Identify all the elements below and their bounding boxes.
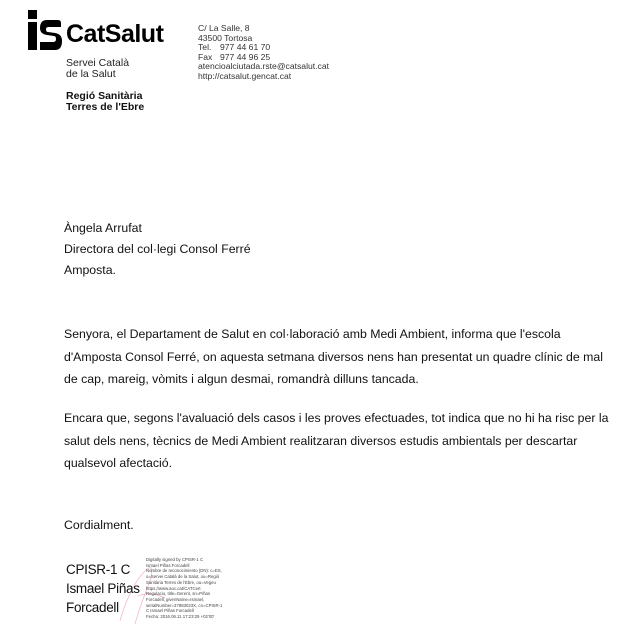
cert-line: o=Servei Català de la Salut, ou=Regió (146, 574, 220, 580)
brand-name: CatSalut (66, 20, 164, 48)
region-name (66, 91, 144, 113)
signature-line: CPISR-1 C (66, 562, 131, 577)
cert-line: C Ismael Piñas Forcadell (146, 608, 194, 614)
contact-block (198, 24, 329, 81)
cert-line: Fecha: 2016.06.11 17:23:29 +02'00' (146, 614, 215, 620)
signature-line: Forcadell (66, 600, 119, 615)
recipient-city: Amposta. (64, 263, 116, 277)
recipient-role: Directora del col·legi Consol Ferré (64, 242, 251, 256)
tel-value: 977 44 61 70 (220, 42, 271, 52)
recipient-block (64, 218, 251, 281)
cert-line: https://www.aoc.cat/CATCert (146, 585, 201, 591)
fax-label: Fax (198, 51, 213, 62)
closing-line: Cordialment. (64, 518, 134, 532)
fax-value: 977 44 96 25 (220, 51, 271, 62)
signature-name (66, 560, 140, 617)
catsalut-logo-icon (28, 10, 62, 50)
cert-line: Ismael Piñas Forcadell (146, 562, 190, 568)
tel-label: Tel. (198, 42, 212, 52)
contact-city: 43500 Tortosa (198, 32, 253, 43)
contact-email: atencioalciutada.rste@catsalut.cat (198, 61, 330, 71)
body-paragraph: Senyora, el Departament de Salut en col·laboració amb Medi Ambient, informa que l'escola d'Amposta Consol Ferré, on aquesta setmana diversos nens han presentat un quadre clínic de mal de cap, mareig, vòmits i algun desmai, romandrà dilluns tancada. (64, 327, 603, 386)
contact-street: C/ La Salle, 8 (198, 23, 250, 33)
org-line: Servei Català (66, 57, 130, 69)
cert-line: Nombre de reconocimiento (DN): c=ES, (146, 568, 222, 574)
contact-web: http://catsalut.gencat.cat (198, 70, 292, 81)
cert-line: serialNumber=37883023X, cn=CPISR-1 (146, 602, 223, 608)
org-line: de la Salut (66, 68, 116, 80)
body-paragraph: Encara que, segons l'avaluació dels casos i les proves efectuades, tot indica que no hi ha risc per la salut dels nens, tècnics de Medi Ambient realitzaran diversos estudis ambientals per descartar qualsevol afectació. (64, 411, 609, 470)
cert-line: Digitally signed by CPISR-1 C (146, 557, 204, 562)
signature-line: Ismael Piñas (66, 581, 140, 596)
cert-line: Forcadell, givenName=Ismael, (146, 596, 205, 602)
region-line: Terres de l'Ebre (66, 101, 145, 113)
recipient-name: Àngela Arrufat (64, 221, 142, 235)
cert-line: Regulacio, title=Gerent, sn=Piñas (146, 591, 211, 597)
organization-name (66, 58, 129, 80)
signature-certificate (146, 557, 236, 620)
cert-line: Sanitària Terres de l'Ebre, ou=Vegeu (146, 579, 216, 585)
region-line: Regió Sanitària (66, 90, 143, 102)
